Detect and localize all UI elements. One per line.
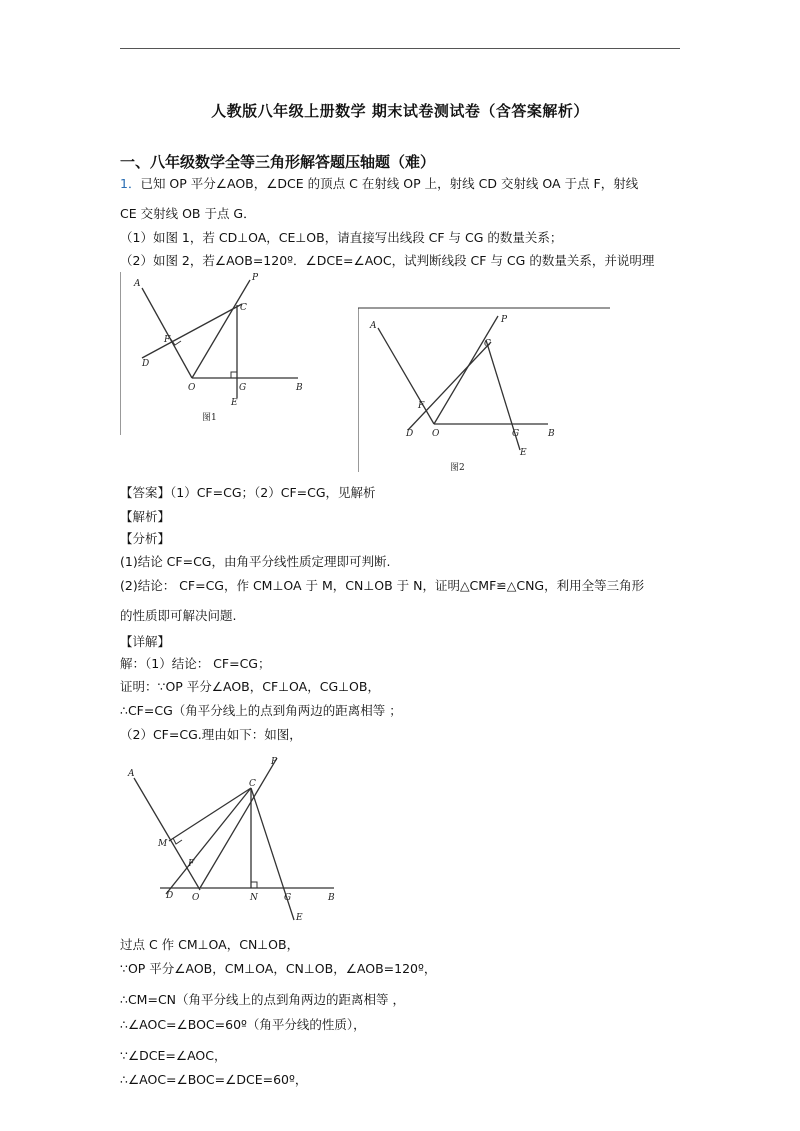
- label-b: B: [328, 893, 335, 903]
- label-p: P: [252, 273, 259, 283]
- label-e: E: [520, 448, 527, 458]
- ray-oa: [378, 328, 434, 424]
- label-g: G: [284, 893, 292, 903]
- line-dc: [408, 342, 491, 430]
- label-d: D: [142, 359, 150, 369]
- solution-line-3: ∴CF=CG（角平分线上的点到角两边的距离相等 ；: [120, 703, 402, 718]
- label-d: D: [166, 891, 174, 901]
- problem-line-1: [120, 176, 638, 192]
- label-e: E: [231, 398, 238, 408]
- label-f: F: [418, 401, 425, 411]
- figure-2: [358, 300, 618, 478]
- solution-line-4: （2）CF=CG.理由如下：如图，: [120, 727, 302, 742]
- solution-line-2: 证明：∵OP 平分∠AOB，CF⊥OA，CG⊥OB，: [120, 679, 380, 694]
- label-p: P: [501, 315, 508, 325]
- label-g: G: [239, 383, 247, 393]
- problem-line-2: CE 交射线 OB 于点 G．: [120, 206, 256, 221]
- problem-text-1: 已知 OP 平分∠AOB，∠DCE 的顶点 C 在射线 OP 上，射线 CD 交射线 OA 于点 F，射线: [140, 176, 639, 191]
- ray-op: [200, 758, 277, 888]
- label-c: C: [249, 779, 256, 789]
- figure-2-caption: 图2: [450, 463, 465, 473]
- analysis-line-1: (1)结论 CF=CG，由角平分线性质定理即可判断.: [120, 554, 391, 569]
- solution-line-10: ∴∠AOC=∠BOC=∠DCE=60º，: [120, 1072, 308, 1087]
- solution-line-1: 解：（1）结论： CF=CG；: [120, 656, 271, 671]
- solution-line-5: 过点 C 作 CM⊥OA，CN⊥OB，: [120, 937, 300, 952]
- figure-1-caption: 图1: [202, 413, 217, 423]
- right-angle-mark-m: [173, 838, 182, 844]
- label-f: F: [188, 859, 195, 869]
- solution-line-9: ∵∠DCE=∠AOC，: [120, 1048, 227, 1063]
- solution-line-6: ∵OP 平分∠AOB，CM⊥OA，CN⊥OB，∠AOB=120º，: [120, 961, 437, 976]
- analysis-tag: 【解析】: [120, 509, 171, 524]
- answer-line: 【答案】（1）CF=CG；（2）CF=CG，见解析: [120, 485, 376, 500]
- problem-number: 1．: [120, 176, 141, 191]
- figure-1: [120, 270, 360, 440]
- label-e: E: [296, 913, 303, 923]
- figure-3: [120, 752, 360, 932]
- solution-line-7: ∴CM=CN（角平分线上的点到角两边的距离相等 ，: [120, 992, 405, 1007]
- label-c: C: [484, 339, 491, 349]
- label-g: G: [512, 429, 520, 439]
- ray-oa: [134, 778, 200, 890]
- label-n: N: [250, 893, 258, 903]
- analysis-line-3: 的性质即可解决问题.: [120, 608, 237, 623]
- label-o: O: [188, 383, 196, 393]
- analysis-line-2: (2)结论： CF=CG，作 CM⊥OA 于 M，CN⊥OB 于 N，证明△CMF≌△CNG，利用全等三角形: [120, 578, 645, 593]
- label-f: F: [164, 335, 171, 345]
- fenxi-tag: 【分析】: [120, 531, 171, 546]
- label-a: A: [370, 321, 377, 331]
- label-a: A: [134, 279, 141, 289]
- ray-op: [192, 280, 250, 378]
- question-1: （1）如图 1，若 CD⊥OA，CE⊥OB，请直接写出线段 CF 与 CG 的数量关系；: [120, 230, 563, 245]
- label-a: A: [128, 769, 135, 779]
- line-cf: [166, 788, 251, 894]
- section-heading: 一、八年级数学全等三角形解答题压轴题（难）: [120, 153, 436, 171]
- label-c: C: [240, 303, 247, 313]
- label-b: B: [548, 429, 555, 439]
- label-d: D: [406, 429, 414, 439]
- line-cm: [169, 788, 251, 841]
- header-rule: [120, 48, 680, 49]
- page-title: 人教版八年级上册数学 期末试卷测试卷（含答案解析）: [211, 102, 589, 120]
- label-m: M: [158, 839, 168, 849]
- detail-tag: 【详解】: [120, 634, 171, 649]
- line-dc: [142, 304, 242, 358]
- ray-op: [434, 316, 498, 424]
- right-angle-mark-g: [231, 372, 237, 378]
- ray-oa: [142, 288, 192, 378]
- label-o: O: [432, 429, 440, 439]
- label-b: B: [296, 383, 303, 393]
- right-angle-mark-n: [251, 882, 257, 888]
- label-p: P: [271, 757, 278, 767]
- question-2: （2）如图 2，若∠AOB=120º．∠DCE=∠AOC，试判断线段 CF 与 CG 的数量关系，并说明理: [120, 253, 655, 268]
- label-o: O: [192, 893, 200, 903]
- solution-line-8: ∴∠AOC=∠BOC=60º（角平分线的性质），: [120, 1017, 366, 1032]
